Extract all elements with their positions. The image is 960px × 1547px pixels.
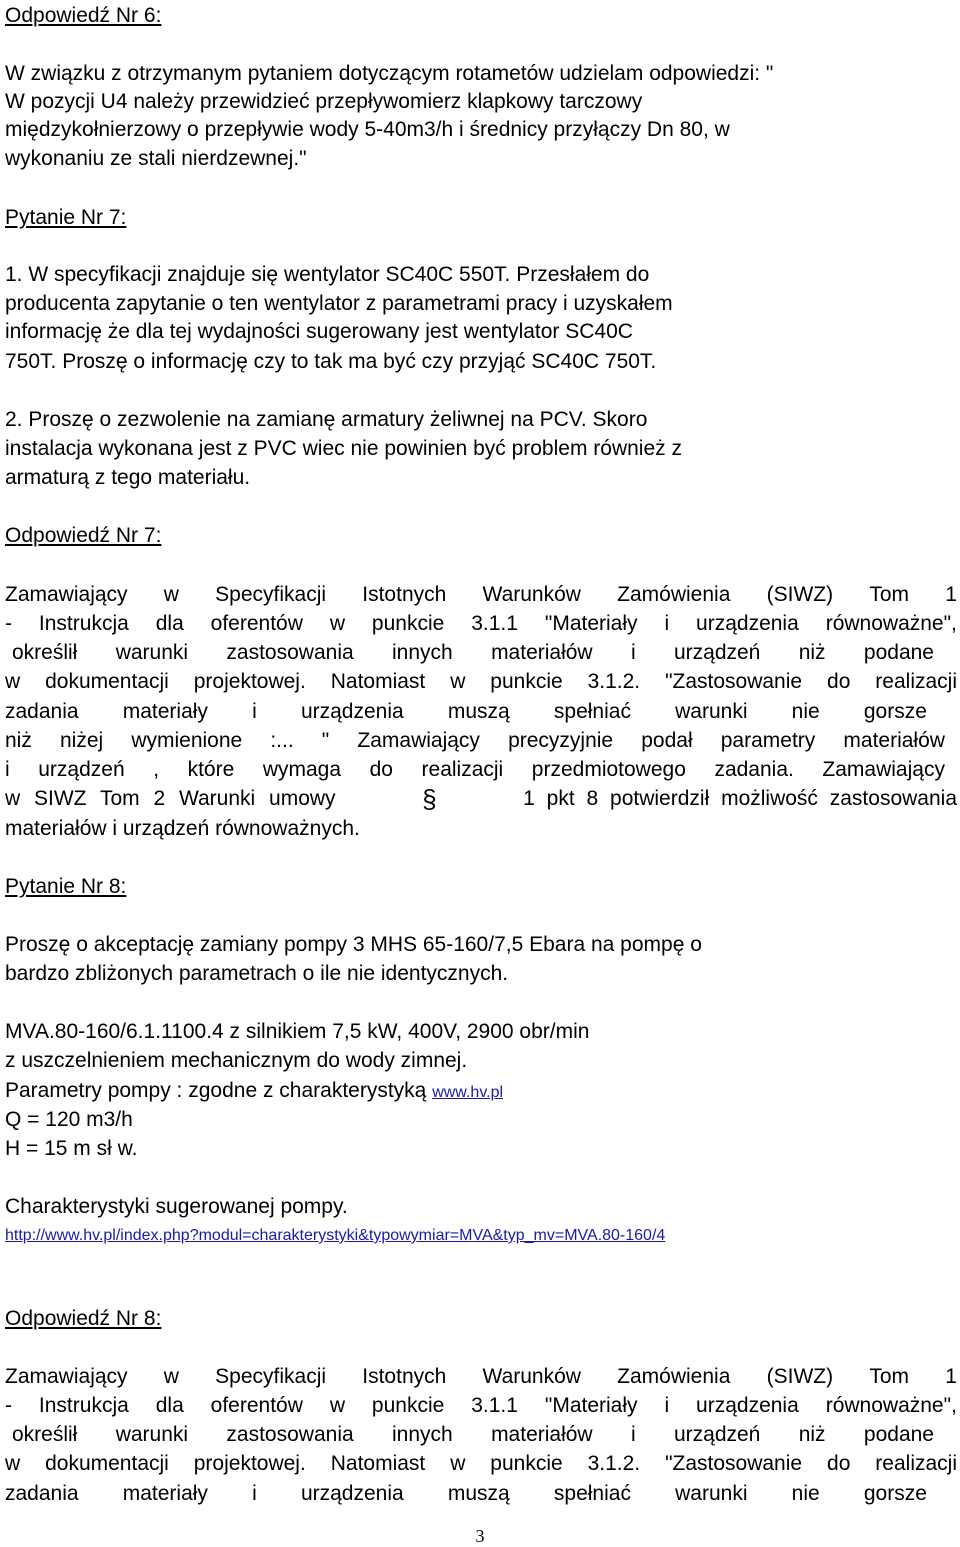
word: spełniać (553, 1482, 631, 1505)
word: w (329, 612, 345, 635)
word: warunki (675, 700, 748, 723)
word: Warunków (482, 1365, 581, 1388)
word: w (163, 1365, 179, 1388)
word: 3.1.1 (471, 1394, 518, 1417)
question-8-line: Proszę o akceptację zamiany pompy 3 MHS 65-160/7,5 Ebara na pompę o (5, 933, 702, 956)
section-sign-icon: § (422, 784, 437, 814)
word: , (153, 758, 160, 781)
answer-6-line: W związku z otrzymanym pytaniem dotyczącym rotametów udzielam odpowiedzi: " (5, 62, 774, 85)
word: podane (863, 1423, 934, 1446)
word: "Materiały (544, 612, 638, 635)
word: punkcie (371, 1394, 445, 1417)
word: przedmiotowego (531, 758, 686, 781)
word: punkcie (490, 670, 563, 693)
word: Specyfikacji (215, 583, 327, 606)
word: do (827, 1452, 851, 1475)
word: podał (641, 729, 693, 752)
word: Istotnych (362, 583, 447, 606)
answer-8-line (5, 1450, 957, 1478)
word: oferentów (210, 612, 303, 635)
word: dokumentacji (45, 1452, 169, 1475)
word: - (5, 612, 12, 635)
word: (SIWZ) (766, 583, 834, 606)
word: urządzenia (696, 612, 799, 635)
question-7-heading: Pytanie Nr 7: (5, 206, 127, 229)
page-number: 3 (475, 1526, 485, 1546)
question-7-line: 2. Proszę o zezwolenie na zamianę armatury żeliwnej na PCV. Skoro (5, 408, 648, 431)
word: muszą (447, 700, 510, 723)
question-8-line: Q = 120 m3/h (5, 1108, 133, 1131)
word: materiały (122, 1482, 208, 1505)
answer-7-line (12, 639, 934, 667)
word: spełniać (553, 700, 631, 723)
word: w (163, 583, 179, 606)
answer-7-line (5, 668, 957, 696)
question-7-line: instalacja wykonana jest z PVC wiec nie powinien być problem również z (5, 437, 682, 460)
word: Zamówienia (617, 1365, 731, 1388)
word: zadania (5, 1482, 79, 1505)
word: do (369, 758, 393, 781)
word: muszą (447, 1482, 510, 1505)
question-7-line: informację że dla tej wydajności sugerowany jest wentylator SC40C (5, 320, 633, 343)
answer-8-line (12, 1421, 934, 1449)
word: i (664, 612, 670, 635)
word: "Materiały (544, 1394, 638, 1417)
word: równoważne", (825, 1394, 957, 1417)
word: urządzenia (696, 1394, 799, 1417)
word: Istotnych (362, 1365, 447, 1388)
word: urządzenia (300, 1482, 404, 1505)
word: 1 (945, 1365, 957, 1388)
word: gorsze (863, 700, 927, 723)
word: Instrukcja (38, 1394, 129, 1417)
word: określił (12, 641, 78, 664)
word: niż (798, 641, 826, 664)
answer-6-heading: Odpowiedź Nr 6: (5, 4, 162, 27)
word: podane (863, 641, 934, 664)
word: zadania (5, 700, 79, 723)
question-8-suggested-label: Charakterystyki sugerowanej pompy. (5, 1195, 348, 1218)
question-8-line: bardzo zbliżonych parametrach o ile nie identycznych. (5, 962, 509, 985)
word: Natomiast (330, 1452, 426, 1475)
word: materiały (122, 700, 208, 723)
question-8-line: MVA.80-160/6.1.1100.4 z silnikiem 7,5 kW, 400V, 2900 obr/min (5, 1020, 590, 1043)
answer-8-heading: Odpowiedź Nr 8: (5, 1307, 162, 1330)
word: gorsze (863, 1482, 927, 1505)
word: i (252, 1482, 257, 1505)
answer-6-line: międzykołnierzowy o przepływie wody 5-40m3/h i średnicy przyłączy Dn 80, w (5, 118, 730, 141)
word: materiałów (843, 729, 945, 752)
word: projektowej. (193, 670, 306, 693)
answer-7-heading: Odpowiedź Nr 7: (5, 524, 162, 547)
answer-8-line (5, 1392, 957, 1420)
word: Instrukcja (38, 612, 129, 635)
word: realizacji (875, 670, 957, 693)
word: wymienione (131, 729, 243, 752)
answer-7-umowy-text: w SIWZ Tom 2 Warunki umowy (5, 787, 336, 810)
question-7-line: producenta zapytanie o ten wentylator z parametrami pracy i uzyskałem (5, 292, 673, 315)
word: materiałów (491, 1423, 593, 1446)
word: w (450, 1452, 466, 1475)
word: Natomiast (330, 670, 426, 693)
word: równoważne", (825, 612, 957, 635)
word: niżej (59, 729, 104, 752)
answer-7-umowy-rest: 1 pkt 8 potwierdził możliwość zastosowania (523, 787, 957, 810)
word: zastosowania (226, 641, 354, 664)
word: " (321, 729, 330, 752)
word: warunki (675, 1482, 748, 1505)
word: oferentów (210, 1394, 303, 1417)
word: urządzeń (38, 758, 125, 781)
word: Warunków (482, 583, 581, 606)
word: do (827, 670, 851, 693)
word: innych (392, 1423, 453, 1446)
word: niż (5, 729, 32, 752)
word: dokumentacji (45, 670, 169, 693)
question-8-link-line (5, 1220, 665, 1248)
word: w (5, 1452, 21, 1475)
word: punkcie (490, 1452, 563, 1475)
word: 1 (945, 583, 957, 606)
params-text: Parametry pompy : zgodne z charakterystyką (5, 1079, 433, 1102)
word: "Zastosowanie (665, 670, 803, 693)
word: Zamawiający (5, 583, 128, 606)
word: zadania. (714, 758, 794, 781)
word: w (5, 670, 21, 693)
word: i (5, 758, 10, 781)
word: "Zastosowanie (665, 1452, 803, 1475)
word: urządzeń (673, 641, 761, 664)
word: materiałów (491, 641, 593, 664)
word: i (630, 641, 636, 664)
answer-8-line (5, 1363, 957, 1391)
answer-7-line-umowy (5, 785, 957, 813)
word: realizacji (875, 1452, 957, 1475)
word: i (664, 1394, 670, 1417)
word: w (329, 1394, 345, 1417)
word: urządzenia (300, 700, 404, 723)
question-8-line: z uszczelnieniem mechanicznym do wody zimnej. (5, 1049, 468, 1072)
word: nie (791, 1482, 820, 1505)
word: Zamówienia (617, 583, 731, 606)
answer-6-line: W pozycji U4 należy przewidzieć przepływomierz klapkowy tarczowy (5, 90, 643, 113)
answer-7-line (5, 727, 945, 755)
word: warunki (115, 1423, 189, 1446)
question-7-line: 1. W specyfikacji znajduje się wentylator SC40C 550T. Przesłałem do (5, 263, 650, 286)
word: dla (155, 612, 184, 635)
word: realizacji (421, 758, 504, 781)
question-8-line: H = 15 m sł w. (5, 1137, 138, 1160)
word: 3.1.1 (471, 612, 518, 635)
word: Zamawiający (5, 1365, 128, 1388)
word: punkcie (371, 612, 445, 635)
word: i (252, 700, 257, 723)
answer-7-line (5, 610, 957, 638)
word: zastosowania (226, 1423, 354, 1446)
answer-7-line (5, 756, 945, 784)
word: określił (12, 1423, 78, 1446)
word: Tom (869, 1365, 909, 1388)
answer-7-line: materiałów i urządzeń równoważnych. (5, 817, 360, 840)
answer-6-line: wykonaniu ze stali nierdzewnej." (5, 147, 307, 170)
word: (SIWZ) (766, 1365, 834, 1388)
word: nie (791, 700, 820, 723)
word: warunki (115, 641, 189, 664)
word: Specyfikacji (215, 1365, 327, 1388)
word: parametry (720, 729, 816, 752)
word: Zamawiający (357, 729, 480, 752)
word: które (187, 758, 235, 781)
characteristics-link[interactable]: http://www.hv.pl/index.php?modul=charakterystyki&typowymiar=MVA&typ_mv=MVA.80-160/4 (5, 1227, 666, 1244)
word: Zamawiający (822, 758, 945, 781)
answer-7-line (5, 698, 927, 726)
word: Tom (869, 583, 909, 606)
word: precyzyjnie (508, 729, 614, 752)
word: i (630, 1423, 636, 1446)
word: niż (798, 1423, 826, 1446)
word: 3.1.2. (587, 670, 641, 693)
question-8-heading: Pytanie Nr 8: (5, 875, 127, 898)
question-7-line: 750T. Proszę o informację czy to tak ma być czy przyjąć SC40C 750T. (5, 350, 657, 373)
word: urządzeń (673, 1423, 761, 1446)
word: wymaga (262, 758, 342, 781)
question-8-line-params (5, 1077, 503, 1105)
question-7-line: armaturą z tego materiału. (5, 466, 251, 489)
word: 3.1.2. (587, 1452, 641, 1475)
word: - (5, 1394, 12, 1417)
word: :... (270, 729, 294, 752)
word: dla (155, 1394, 184, 1417)
word: w (450, 670, 466, 693)
hv-link[interactable]: www.hv.pl (432, 1084, 504, 1101)
word: projektowej. (193, 1452, 306, 1475)
answer-8-line (5, 1480, 927, 1508)
word: innych (392, 641, 453, 664)
answer-7-line (5, 581, 957, 609)
